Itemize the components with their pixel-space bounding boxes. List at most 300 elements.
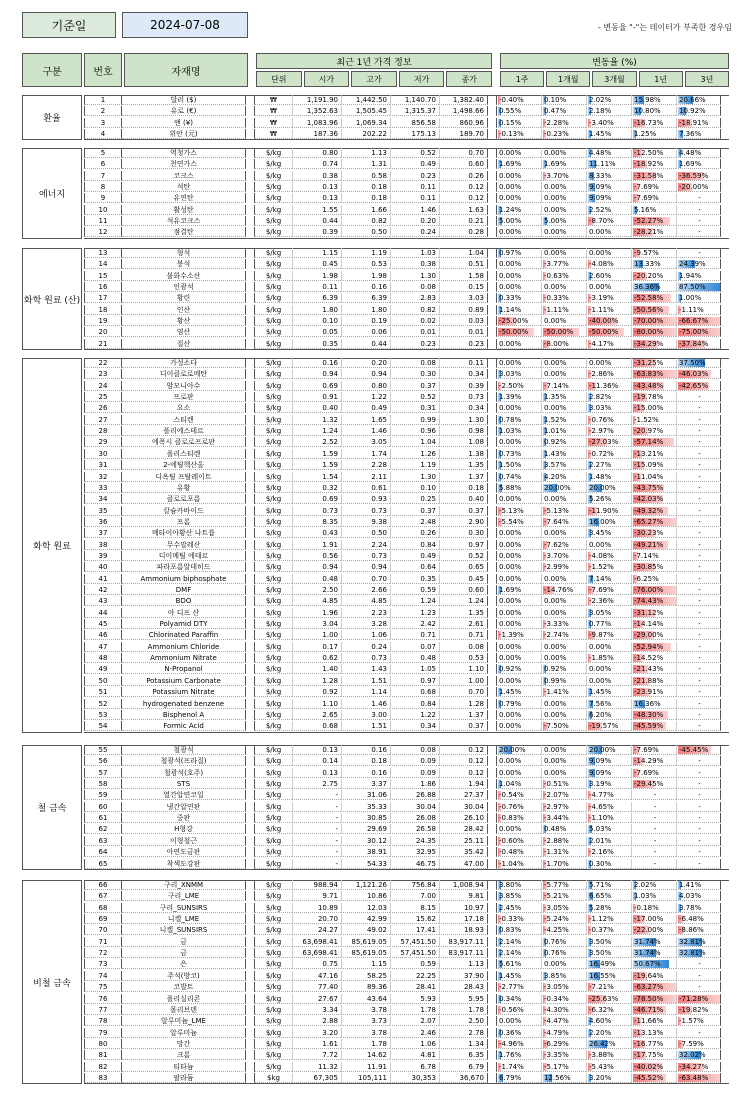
change-value: 12.56%: [544, 1073, 571, 1082]
change-value: -15.00%: [634, 404, 664, 413]
row-number: 3: [84, 118, 122, 128]
change-cell: [541, 859, 586, 869]
change-value: -6.25%: [634, 574, 659, 583]
change-cell: [631, 403, 676, 413]
change-cell: [496, 721, 541, 731]
change-cell: [496, 118, 541, 128]
change-value: -75.00%: [679, 328, 709, 337]
change-cell: [676, 483, 721, 493]
high-price: 0.50: [341, 528, 390, 538]
close-price: 0.12: [439, 745, 488, 755]
change-cell: [541, 216, 586, 226]
change-value: 2.02%: [589, 96, 612, 104]
change-cell: [631, 339, 676, 349]
low-price: 0.23: [390, 171, 439, 181]
high-price: 49.02: [341, 925, 390, 935]
low-price: 0.01: [390, 327, 439, 337]
low-price: 32.95: [390, 847, 439, 857]
open-price: 3.34: [292, 1005, 341, 1015]
change-cell: [541, 449, 586, 459]
close-price: 0.37: [439, 721, 488, 731]
material-name: 아 디프 산: [122, 608, 246, 618]
change-value: 16.00%: [589, 517, 616, 526]
change-value: -2.77%: [499, 983, 524, 992]
low-price: 1.23: [390, 608, 439, 618]
material-name: 달러 ($): [122, 95, 246, 105]
close-price: 0.65: [439, 562, 488, 572]
change-cell: [496, 305, 541, 315]
change-cell: [586, 449, 631, 459]
change-value: 7.36%: [679, 130, 702, 139]
change-value: -50.00%: [544, 328, 574, 337]
change-cell: [676, 316, 721, 326]
change-value: -63.83%: [634, 370, 664, 379]
change-cell: [586, 316, 631, 326]
row-number: 48: [84, 653, 122, 663]
unit-cell: $/kg: [254, 903, 292, 913]
close-price: 6.79: [439, 1062, 488, 1072]
close-price: 860.96: [439, 118, 488, 128]
close-price: 1.37: [439, 710, 488, 720]
change-value: -7.14%: [544, 381, 569, 390]
change-cell: [496, 1028, 541, 1038]
change-value: 0.00%: [589, 283, 612, 292]
change-value: 1.00%: [679, 294, 702, 303]
change-cell: [541, 95, 586, 105]
row-number: 71: [84, 937, 122, 947]
change-cell: [676, 449, 721, 459]
open-price: 0.39: [292, 227, 341, 237]
close-price: 17.18: [439, 914, 488, 924]
change-cell: [541, 982, 586, 992]
unit-cell: $/kg: [254, 148, 292, 158]
change-value: -22.00%: [634, 926, 664, 935]
unit-cell: $/kg: [254, 248, 292, 258]
high-price: 1.78: [341, 1039, 390, 1049]
change-cell: [631, 494, 676, 504]
close-price: 0.89: [439, 305, 488, 315]
row-number: 67: [84, 891, 122, 901]
table-row: [22, 619, 721, 629]
open-price: 3.04: [292, 619, 341, 629]
change-cell: [631, 653, 676, 663]
change-cell: [631, 1073, 676, 1083]
change-cell: [631, 1050, 676, 1060]
change-cell: [541, 1073, 586, 1083]
change-cell: [541, 305, 586, 315]
change-value: -: [653, 836, 657, 845]
low-price: 0.84: [390, 699, 439, 709]
change-cell: [586, 392, 631, 402]
change-value: 0.00%: [544, 608, 567, 617]
row-number: 15: [84, 271, 122, 281]
change-cell: [676, 528, 721, 538]
open-price: 0.38: [292, 171, 341, 181]
row-number: 51: [84, 687, 122, 697]
open-price: -: [292, 836, 341, 846]
change-cell: [586, 118, 631, 128]
change-value: 0.00%: [499, 359, 522, 367]
high-price: 2.66: [341, 585, 390, 595]
change-cell: [496, 472, 541, 482]
change-cell: [631, 415, 676, 425]
low-price: 1.04: [390, 437, 439, 447]
material-name: H형강: [122, 824, 246, 834]
high-price: 58.25: [341, 971, 390, 981]
unit-cell: $/kg: [254, 642, 292, 652]
change-value: -2.50%: [499, 381, 524, 390]
change-value: -1.39%: [499, 631, 524, 640]
low-price: 0.38: [390, 259, 439, 269]
close-price: 1.10: [439, 664, 488, 674]
table-row: [22, 227, 721, 237]
change-cell: [586, 562, 631, 572]
row-number: 18: [84, 305, 122, 315]
unit-cell: $/kg: [254, 836, 292, 846]
change-cell: [541, 721, 586, 731]
change-cell: [631, 460, 676, 470]
table-row: [22, 494, 721, 504]
change-cell: [631, 358, 676, 368]
change-value: -66.67%: [679, 317, 709, 326]
material-name: 프로판: [122, 392, 246, 402]
change-cell: [541, 369, 586, 379]
open-price: 1.55: [292, 205, 341, 215]
change-cell: [541, 779, 586, 789]
low-price: 2.42: [390, 619, 439, 629]
material-name: 구리_SUNSIRS: [122, 903, 246, 913]
unit-cell: $/kg: [254, 1062, 292, 1072]
unit-cell: $/kg: [254, 528, 292, 538]
open-price: 0.91: [292, 392, 341, 402]
close-price: 0.30: [439, 528, 488, 538]
change-cell: [586, 460, 631, 470]
change-value: -40.02%: [634, 1062, 664, 1071]
change-value: -5.43%: [589, 1062, 614, 1071]
table-row: [22, 305, 721, 315]
row-number: 22: [84, 358, 122, 368]
table-row: [22, 699, 721, 709]
close-price: 0.08: [439, 642, 488, 652]
change-cell: [541, 585, 586, 595]
table-row: [22, 813, 721, 823]
base-date-label: 기준일: [22, 12, 116, 38]
row-number: 45: [84, 619, 122, 629]
unit-cell: $/kg: [254, 392, 292, 402]
change-cell: [541, 1005, 586, 1015]
close-price: 189.70: [439, 129, 488, 139]
change-cell: [541, 756, 586, 766]
change-value: -19.82%: [679, 1005, 709, 1014]
open-price: 1,352.63: [292, 106, 341, 116]
open-price: 0.13: [292, 768, 341, 778]
row-number: 26: [84, 403, 122, 413]
row-number: 6: [84, 159, 122, 169]
change-value: -5.54%: [499, 517, 524, 526]
change-cell: [676, 205, 721, 215]
change-cell: [631, 106, 676, 116]
row-number: 52: [84, 699, 122, 709]
table-row: [22, 642, 721, 652]
table-row: [22, 483, 721, 493]
change-value: -57.14%: [634, 438, 664, 447]
change-value: -: [698, 597, 701, 606]
high-price: 89.36: [341, 982, 390, 992]
open-price: 1.24: [292, 426, 341, 436]
unit-cell: $/kg: [254, 403, 292, 413]
change-value: -: [698, 859, 701, 868]
open-price: 1.10: [292, 699, 341, 709]
change-cell: [541, 415, 586, 425]
change-cell: [496, 1073, 541, 1083]
change-cell: [586, 779, 631, 789]
low-price: 175.13: [390, 129, 439, 139]
change-cell: [676, 710, 721, 720]
change-cell: [586, 426, 631, 436]
close-price: 0.52: [439, 551, 488, 561]
open-price: -: [292, 859, 341, 869]
change-cell: [541, 494, 586, 504]
change-cell: [496, 676, 541, 686]
change-cell: [586, 248, 631, 258]
change-cell: [496, 551, 541, 561]
row-number: 78: [84, 1016, 122, 1026]
low-price: 1,315.37: [390, 106, 439, 116]
change-cell: [586, 619, 631, 629]
change-cell: [496, 824, 541, 834]
close-price: 28.43: [439, 982, 488, 992]
change-cell: [496, 248, 541, 258]
change-cell: [586, 437, 631, 447]
table-row: [22, 316, 721, 326]
change-value: -: [698, 676, 701, 685]
row-number: 38: [84, 540, 122, 550]
change-value: 3.50%: [589, 937, 612, 946]
change-value: -1.12%: [589, 915, 614, 924]
change-cell: [586, 664, 631, 674]
change-cell: [586, 699, 631, 709]
unit-cell: $/kg: [254, 460, 292, 470]
change-cell: [541, 937, 586, 947]
row-number: 34: [84, 494, 122, 504]
change-value: -30.85%: [634, 563, 664, 572]
change-cell: [586, 824, 631, 834]
table-row: [22, 596, 721, 606]
open-price: 0.74: [292, 159, 341, 169]
change-cell: [496, 994, 541, 1004]
material-name: 역청가스: [122, 148, 246, 158]
open-price: 20.70: [292, 914, 341, 924]
low-price: 7.00: [390, 891, 439, 901]
change-cell: [586, 994, 631, 1004]
change-title-header: 변동율 (%): [500, 53, 729, 69]
number-header: 번호: [84, 53, 122, 87]
change-cell: [541, 517, 586, 527]
row-number: 40: [84, 562, 122, 572]
group-section: [22, 148, 729, 239]
row-number: 39: [84, 551, 122, 561]
high-price: 0.73: [341, 551, 390, 561]
close-price: 0.71: [439, 630, 488, 640]
change-value: -0.23%: [544, 130, 569, 139]
change-value: 0.77%: [589, 620, 612, 629]
change-cell: [676, 392, 721, 402]
change-value: -: [653, 859, 657, 868]
high-price: 2.23: [341, 608, 390, 618]
low-price: 1.03: [390, 248, 439, 258]
material-name: 엔 (¥): [122, 118, 246, 128]
change-value: -4.96%: [499, 1039, 524, 1048]
change-cell: [631, 971, 676, 981]
change-cell: [586, 282, 631, 292]
change-cell: [676, 721, 721, 731]
open-price: 67,305: [292, 1073, 341, 1083]
low-price: 1.78: [390, 1005, 439, 1015]
change-cell: [676, 756, 721, 766]
change-value: 26.42%: [589, 1039, 616, 1048]
change-cell: [676, 925, 721, 935]
material-name: 무수말레산: [122, 540, 246, 550]
change-value: 37.50%: [679, 359, 706, 367]
change-cell: [586, 836, 631, 846]
unit-cell: $/kg: [254, 768, 292, 778]
change-cell: [631, 316, 676, 326]
high-price: 6.39: [341, 293, 390, 303]
high-price: 105,111: [341, 1073, 390, 1083]
change-cell: [541, 790, 586, 800]
change-cell: [676, 248, 721, 258]
change-value: -3.88%: [589, 1051, 614, 1060]
unit-cell: $/kg: [254, 710, 292, 720]
high-price: 3.78: [341, 1005, 390, 1015]
change-value: -: [698, 574, 701, 583]
change-value: -8.70%: [589, 217, 614, 226]
change-value: -: [698, 665, 701, 674]
change-value: 0.00%: [544, 149, 567, 157]
change-value: 0.00%: [499, 757, 522, 766]
change-cell: [496, 540, 541, 550]
material-name: Potassium Carbonate: [122, 676, 246, 686]
change-cell: [586, 293, 631, 303]
material-name: 석유코크스: [122, 216, 246, 226]
change-cell: [586, 948, 631, 958]
high-price: 0.16: [341, 282, 390, 292]
table-row: [22, 891, 721, 901]
change-value: 2.27%: [589, 461, 612, 470]
table-row: [22, 171, 721, 181]
change-cell: [496, 971, 541, 981]
change-cell: [496, 129, 541, 139]
change-value: 0.00%: [499, 339, 522, 348]
change-cell: [676, 619, 721, 629]
high-price: 29.69: [341, 824, 390, 834]
open-price: 0.48: [292, 574, 341, 584]
close-price: 1.38: [439, 449, 488, 459]
change-cell: [676, 937, 721, 947]
change-value: -7.62%: [544, 540, 569, 549]
change-value: 0.00%: [544, 495, 567, 504]
change-cell: [676, 914, 721, 924]
table-row: [22, 148, 721, 158]
close-price: 0.60: [439, 159, 488, 169]
change-value: 0.76%: [544, 937, 567, 946]
low-price: 30.04: [390, 802, 439, 812]
change-value: -7.69%: [634, 746, 659, 754]
change-value: 0.00%: [499, 194, 522, 203]
high-header: 고가: [351, 71, 397, 87]
change-value: -: [698, 814, 701, 823]
close-price: 0.53: [439, 653, 488, 663]
change-value: -11.36%: [589, 381, 619, 390]
change-value: -3.35%: [544, 1051, 569, 1060]
change-cell: [676, 880, 721, 890]
change-cell: [586, 802, 631, 812]
change-cell: [496, 630, 541, 640]
change-cell: [631, 148, 676, 158]
change-cell: [631, 517, 676, 527]
row-number: 31: [84, 460, 122, 470]
row-number: 2: [84, 106, 122, 116]
change-value: 0.00%: [499, 183, 522, 192]
change-cell: [541, 959, 586, 969]
low-price: 26.88: [390, 790, 439, 800]
close-price: 37.90: [439, 971, 488, 981]
change-cell: [676, 1039, 721, 1049]
change-cell: [676, 282, 721, 292]
table-row: [22, 982, 721, 992]
change-value: -11.04%: [634, 472, 664, 481]
row-number: 44: [84, 608, 122, 618]
change-value: 1.50%: [499, 461, 522, 470]
change-value: 2.14%: [499, 949, 522, 958]
change-cell: [631, 540, 676, 550]
row-number: 46: [84, 630, 122, 640]
material-name: 디이메틸 에테르: [122, 551, 246, 561]
change-cell: [586, 1005, 631, 1015]
row-number: 28: [84, 426, 122, 436]
table-row: [22, 779, 721, 789]
change-cell: [676, 540, 721, 550]
change-cell: [496, 517, 541, 527]
open-price: 1.54: [292, 472, 341, 482]
change-value: -6.48%: [679, 915, 704, 924]
low-price: 1.46: [390, 205, 439, 215]
row-number: 61: [84, 813, 122, 823]
change-value: 1.14%: [499, 305, 522, 314]
change-cell: [541, 664, 586, 674]
change-cell: [676, 339, 721, 349]
open-price: 0.35: [292, 339, 341, 349]
table-row: [22, 282, 721, 292]
change-value: -20.20%: [634, 271, 664, 280]
change-cell: [631, 994, 676, 1004]
change-value: 20.66%: [679, 96, 706, 104]
change-cell: [496, 802, 541, 812]
change-value: -19.64%: [634, 971, 664, 980]
close-price: 0.73: [439, 392, 488, 402]
change-cell: [676, 982, 721, 992]
row-number: 37: [84, 528, 122, 538]
material-name: 은: [122, 959, 246, 969]
change-value: 1.39%: [499, 393, 522, 402]
material-name: 철광석: [122, 745, 246, 755]
change-value: 0.00%: [499, 642, 522, 651]
change-value: 3.05%: [589, 608, 612, 617]
change-value: -17.75%: [634, 1051, 664, 1060]
change-value: 1.94%: [679, 271, 702, 280]
table-row: [22, 460, 721, 470]
open-price: 3.20: [292, 1028, 341, 1038]
